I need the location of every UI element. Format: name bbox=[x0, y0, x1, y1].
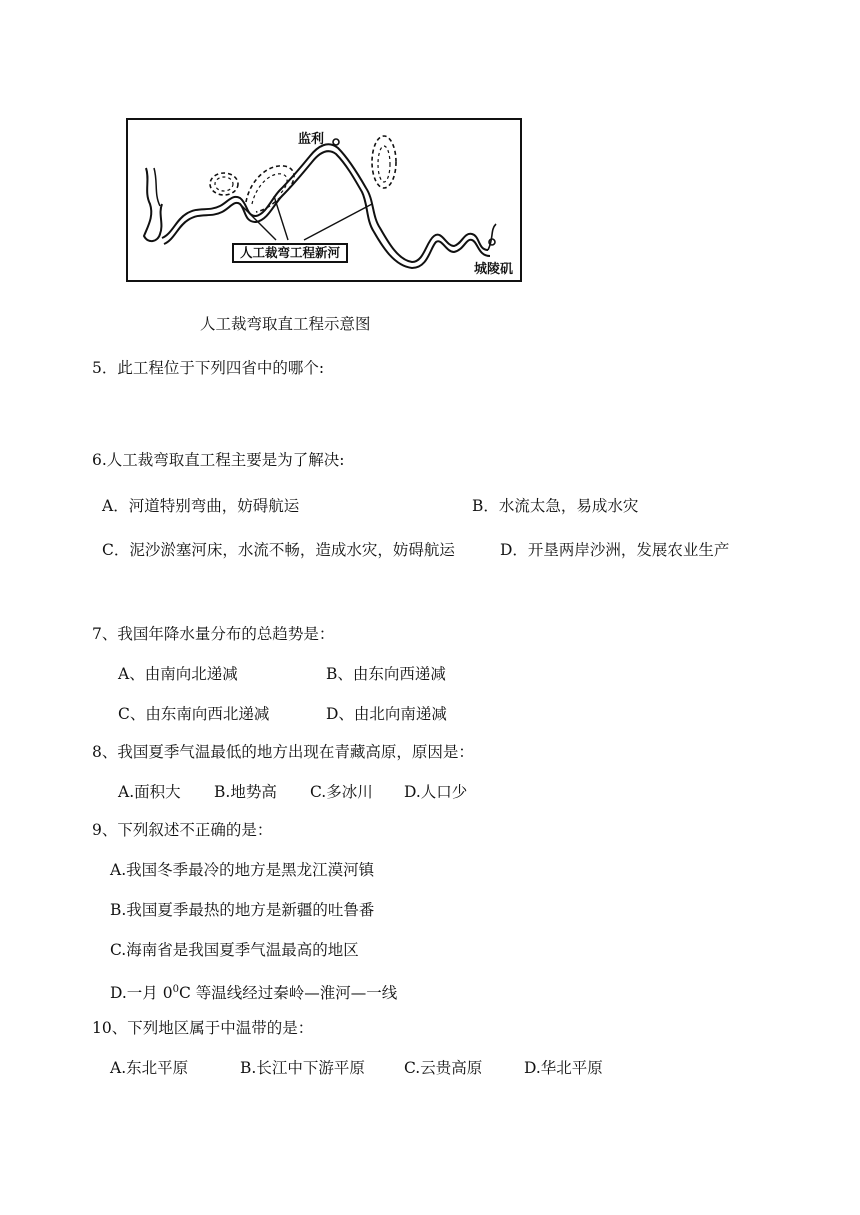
pointer-line-3 bbox=[304, 204, 372, 240]
q6-option-b: B．水流太急，易成水灾 bbox=[472, 497, 639, 515]
q8-option-c: C.多冰川 bbox=[310, 783, 373, 801]
jianli-marker bbox=[333, 139, 339, 145]
q9-option-d-prefix: D.一月 0 bbox=[110, 984, 173, 1003]
pointer-line-2 bbox=[274, 196, 288, 240]
q10-option-d: D.华北平原 bbox=[524, 1059, 603, 1077]
question-5: 5．此工程位于下列四省中的哪个: bbox=[92, 359, 325, 377]
question-10: 10、下列地区属于中温带的是： bbox=[92, 1019, 314, 1037]
q9-option-a: A.我国冬季最冷的地方是黑龙江漠河镇 bbox=[110, 861, 375, 879]
figure-caption: 人工裁弯取直工程示意图 bbox=[200, 315, 371, 333]
q6-option-d: D．开垦两岸沙洲，发展农业生产 bbox=[500, 541, 730, 559]
q6-option-c: C．泥沙淤塞河床，水流不畅，造成水灾，妨碍航运 bbox=[102, 541, 455, 559]
q7-option-a: A、由南向北递减 bbox=[118, 665, 238, 683]
old-meander-loop-1 bbox=[210, 173, 238, 195]
q8-option-b: B.地势高 bbox=[214, 783, 277, 801]
q9-option-c: C.海南省是我国夏季气温最高的地区 bbox=[110, 941, 359, 959]
q10-option-b: B.长江中下游平原 bbox=[240, 1059, 365, 1077]
q8-option-a: A.面积大 bbox=[118, 783, 181, 801]
old-meander-loop-3-inner bbox=[378, 146, 390, 182]
q7-option-c: C、由东南向西北递减 bbox=[118, 705, 270, 723]
question-6: 6.人工裁弯取直工程主要是为了解决: bbox=[92, 451, 345, 469]
question-8: 8、我国夏季气温最低的地方出现在青藏高原，原因是： bbox=[92, 743, 474, 761]
q10-option-a: A.东北平原 bbox=[110, 1059, 189, 1077]
q7-option-b: B、由东向西递减 bbox=[326, 665, 446, 683]
q10-option-c: C.云贵高原 bbox=[404, 1059, 483, 1077]
q9-option-d bbox=[110, 980, 397, 1003]
old-meander-loop-1-inner bbox=[215, 177, 233, 191]
river-cutoff-map bbox=[126, 118, 522, 282]
old-meander-loop-3 bbox=[372, 136, 396, 188]
q9-option-b: B.我国夏季最热的地方是新疆的吐鲁番 bbox=[110, 901, 375, 919]
q9-option-d-superscript: 0 bbox=[172, 984, 179, 995]
q8-option-d: D.人口少 bbox=[404, 783, 468, 801]
left-lake-inner bbox=[154, 168, 160, 206]
question-9: 9、下列叙述不正确的是： bbox=[92, 821, 273, 839]
right-branch bbox=[488, 224, 496, 250]
legend-new-channel: 人工裁弯工程新河 bbox=[232, 243, 348, 263]
q9-option-d-suffix: C 等温线经过秦岭—淮河—一线 bbox=[178, 984, 398, 1003]
question-7: 7、我国年降水量分布的总趋势是： bbox=[92, 625, 335, 643]
label-chenglingji: 城陵矶 bbox=[474, 262, 514, 277]
q7-option-d: D、由北向南递减 bbox=[326, 705, 447, 723]
label-jianli: 监利 bbox=[298, 132, 325, 147]
q6-option-a: A．河道特别弯曲，妨碍航运 bbox=[102, 497, 300, 515]
